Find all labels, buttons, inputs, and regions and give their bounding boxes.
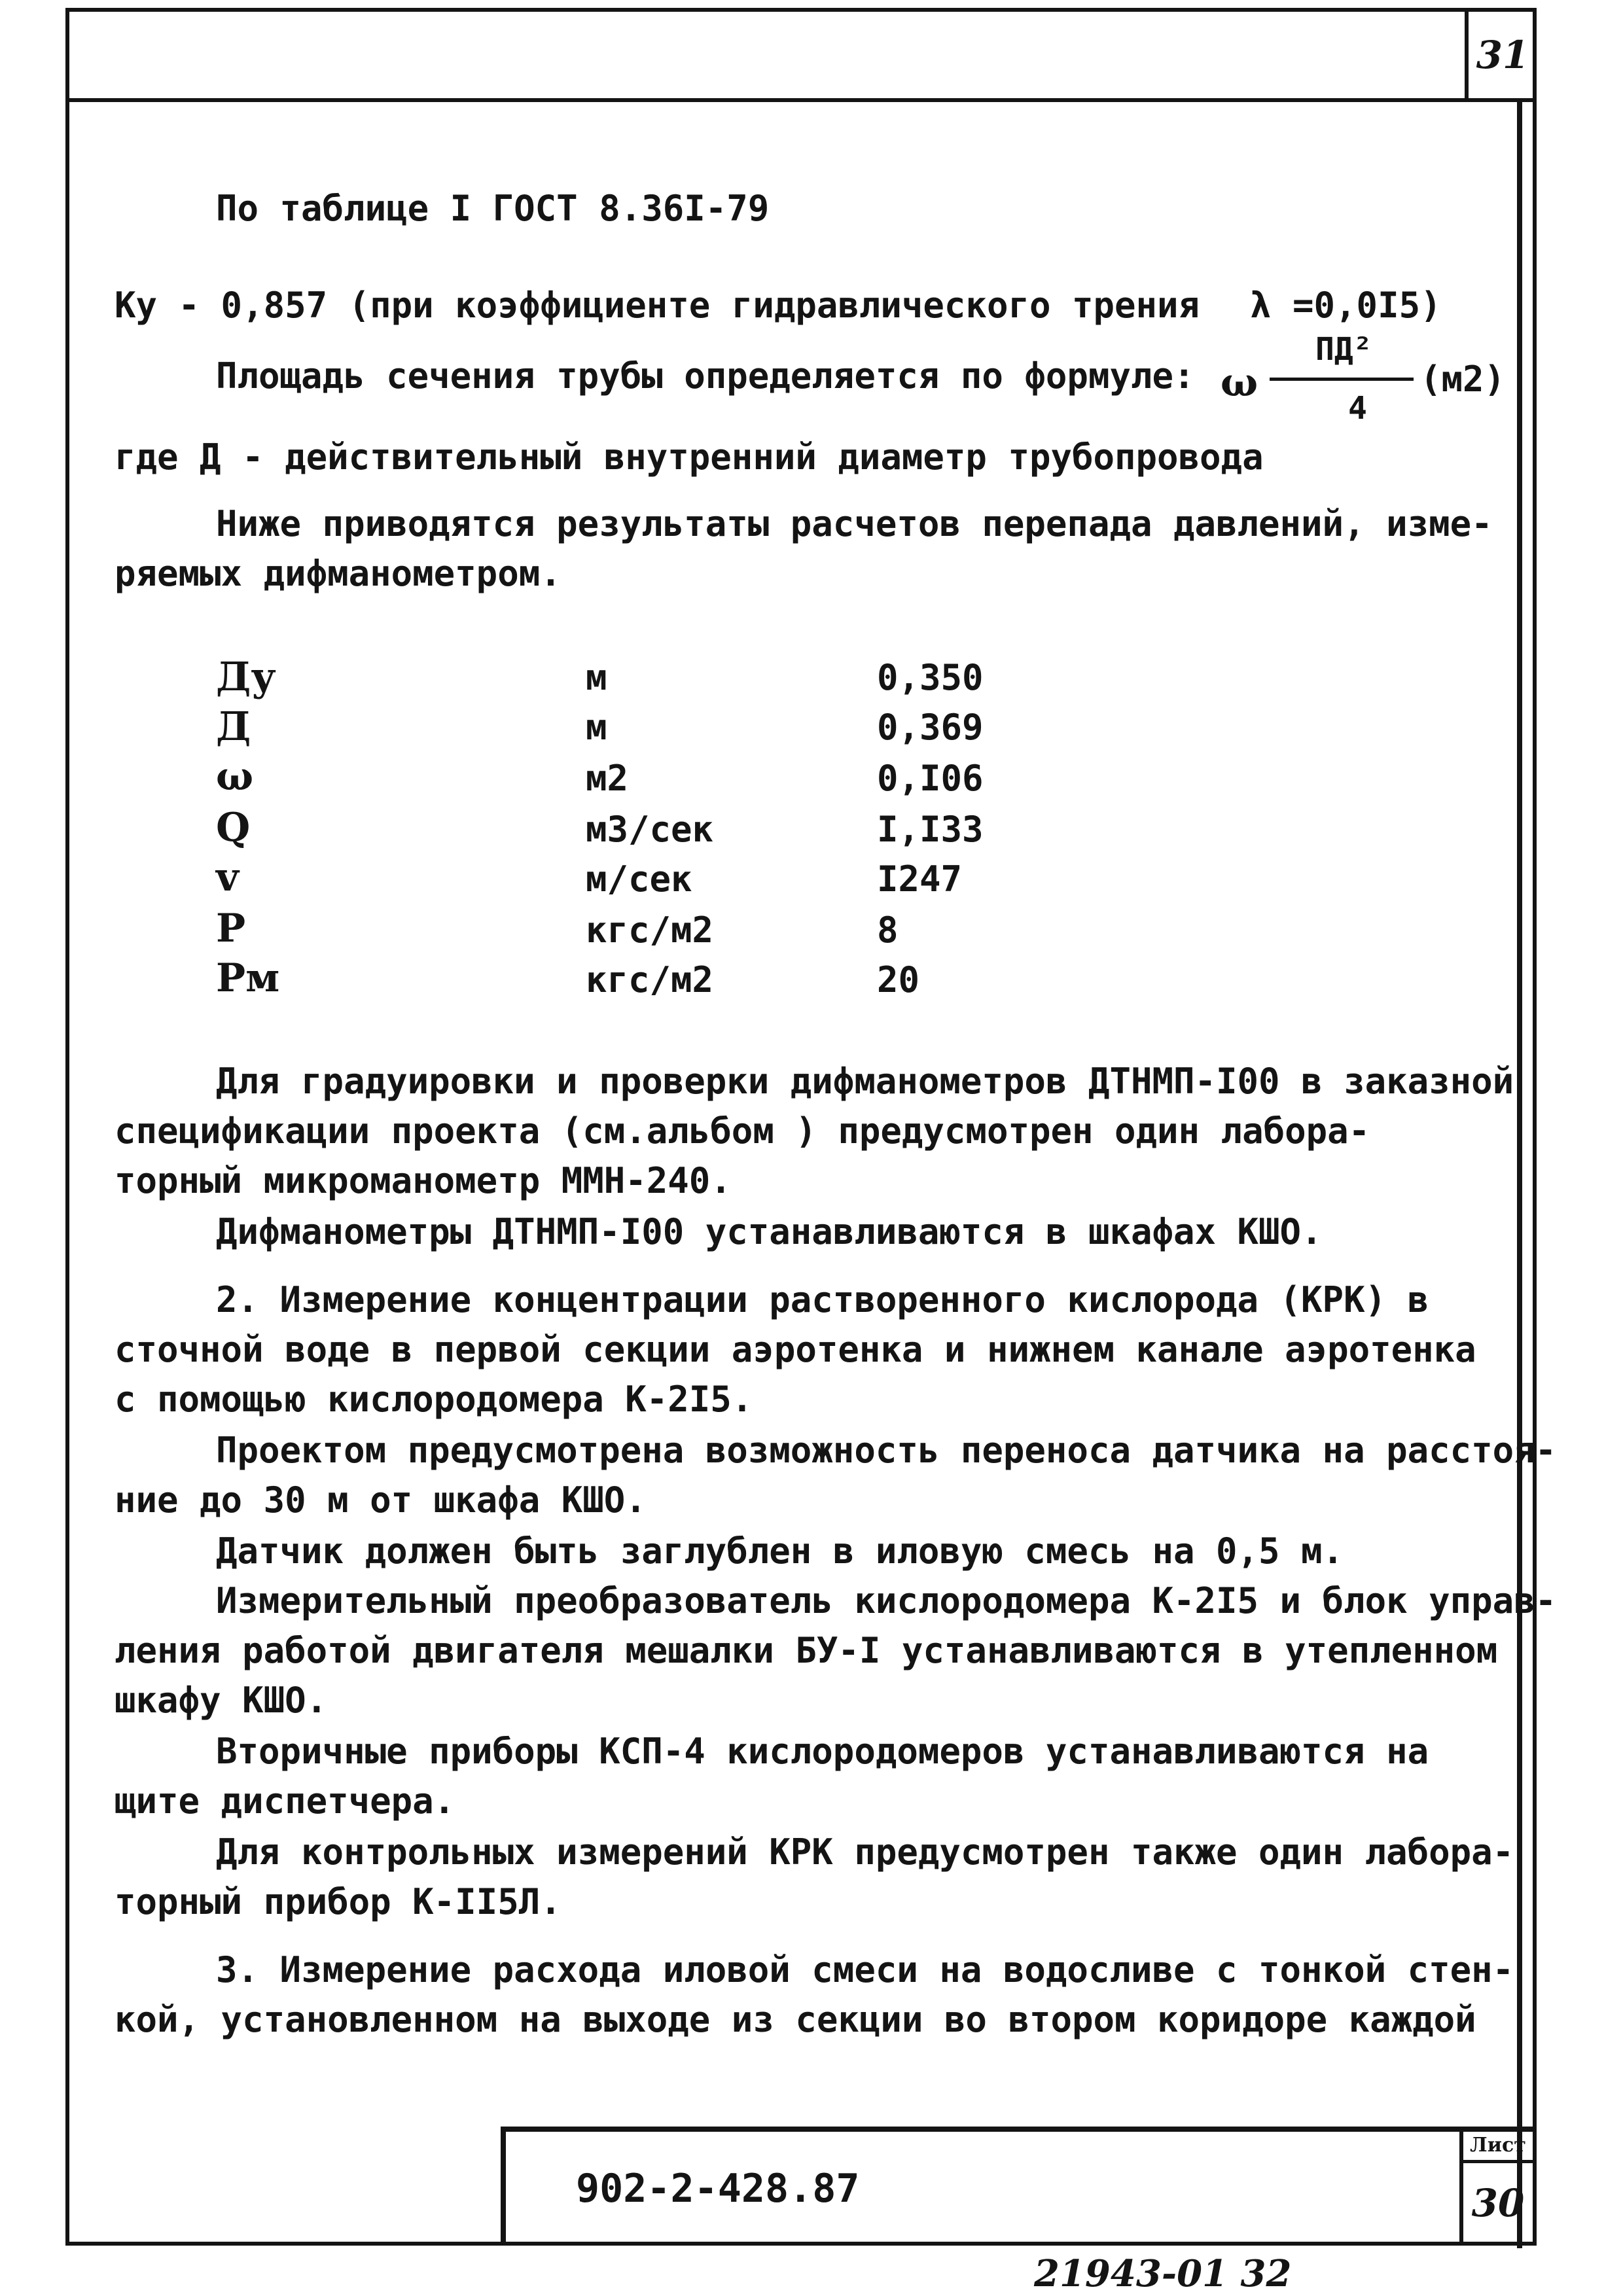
page-number: 31 bbox=[1465, 8, 1537, 102]
body-line: Проектом предусмотрена возможность переноса датчика на расстоя- bbox=[216, 1430, 1557, 1471]
section-2-heading: 2. Измерение концентрации растворенного кислорода (КРК) в bbox=[216, 1279, 1429, 1320]
body-line: спецификации проекта (см.альбом ) предусмотрен один лабора- bbox=[115, 1110, 1370, 1152]
table-row-value: 8 bbox=[877, 910, 899, 951]
omega-symbol: ω bbox=[1221, 360, 1258, 406]
sheet-number: 30 bbox=[1471, 2181, 1525, 2225]
table-row-symbol: v bbox=[216, 855, 239, 900]
body-line: Датчик должен быть заглублен в иловую смесь на 0,5 м. bbox=[216, 1530, 1344, 1572]
table-row-value: 0,369 bbox=[877, 707, 984, 748]
table-row-unit: м/сек bbox=[586, 858, 692, 900]
table-row-unit: кгс/м2 bbox=[586, 959, 714, 1000]
lambda-value: λ =0,0I5) bbox=[1250, 285, 1442, 326]
area-formula-text: Площадь сечения трубы определяется по формуле: bbox=[216, 355, 1195, 397]
section-3-heading: 3. Измерение расхода иловой смеси на водосливе с тонкой стен- bbox=[216, 1949, 1514, 1990]
document-code: 902-2-428.87 bbox=[576, 2166, 860, 2212]
table-row-value: I247 bbox=[877, 858, 963, 900]
table-row-unit: м3/сек bbox=[586, 809, 714, 850]
table-row-unit: м bbox=[586, 707, 607, 748]
body-line: сточной воде в первой секции аэротенка и нижнем канале аэротенка bbox=[115, 1329, 1476, 1370]
table-row-symbol: Д bbox=[216, 704, 251, 750]
fraction-numerator: ПД² bbox=[1315, 331, 1372, 368]
sheet-label: Лист bbox=[1463, 2130, 1533, 2163]
table-row-symbol: ω bbox=[216, 754, 254, 800]
body-line: Для градуировки и проверки дифманометров ДТНМП-I00 в заказной bbox=[216, 1061, 1514, 1102]
results-intro-line2: ряемых дифманометром. bbox=[115, 553, 562, 594]
fraction-denominator: 4 bbox=[1348, 390, 1367, 427]
body-line: с помощью кислородомера К-2I5. bbox=[115, 1379, 753, 1420]
table-row-value: 20 bbox=[877, 959, 920, 1000]
header-divider bbox=[65, 98, 1537, 102]
body-line: торный микроманометр ММН-240. bbox=[115, 1160, 732, 1201]
body-line: ления работой двигателя мешалки БУ-I устанавливаются в утепленном bbox=[115, 1630, 1498, 1671]
table-row-symbol: Q bbox=[216, 805, 251, 851]
body-line: кой, установленном на выходе из секции во втором коридоре каждой bbox=[115, 1999, 1476, 2040]
table-row-unit: кгс/м2 bbox=[586, 910, 714, 951]
gost-reference: По таблице I ГОСТ 8.36I-79 bbox=[216, 188, 770, 229]
body-line: торный прибор К-II5Л. bbox=[115, 1881, 562, 1922]
table-row-symbol: Рм bbox=[216, 955, 280, 1001]
right-border bbox=[1517, 98, 1522, 2248]
archive-number: 21943-01 32 bbox=[1034, 2252, 1292, 2295]
body-line: Для контрольных измерений КРК предусмотрен также один лабора- bbox=[216, 1831, 1514, 1873]
ky-coefficient-line: Ку - 0,857 (при коэффициенте гидравлического трения bbox=[115, 285, 1200, 326]
body-line: ние до 30 м от шкафа КШО. bbox=[115, 1479, 647, 1521]
table-row-value: I,I33 bbox=[877, 809, 984, 850]
fraction-bar bbox=[1270, 378, 1414, 381]
formula-unit: (м2) bbox=[1420, 359, 1506, 400]
table-row-unit: м bbox=[586, 657, 607, 698]
body-line: шкафу КШО. bbox=[115, 1680, 328, 1721]
body-line: Измерительный преобразователь кислородомера К-2I5 и блок управ- bbox=[216, 1580, 1557, 1621]
diameter-definition: где Д - действительный внутренний диаметр трубопровода bbox=[115, 436, 1264, 478]
results-intro-line1: Ниже приводятся результаты расчетов перепада давлений, изме- bbox=[216, 503, 1493, 544]
table-row-value: 0,350 bbox=[877, 657, 984, 698]
body-line: щите диспетчера. bbox=[115, 1780, 455, 1822]
table-row-value: 0,I06 bbox=[877, 758, 984, 799]
table-row-symbol: Р bbox=[216, 906, 246, 951]
table-row-unit: м2 bbox=[586, 758, 629, 799]
body-line: Вторичные приборы КСП-4 кислородомеров устанавливаются на bbox=[216, 1731, 1429, 1772]
table-row-symbol: Ду bbox=[216, 654, 276, 700]
body-line: Дифманометры ДТНМП-I00 устанавливаются в шкафах КШО. bbox=[216, 1211, 1323, 1252]
